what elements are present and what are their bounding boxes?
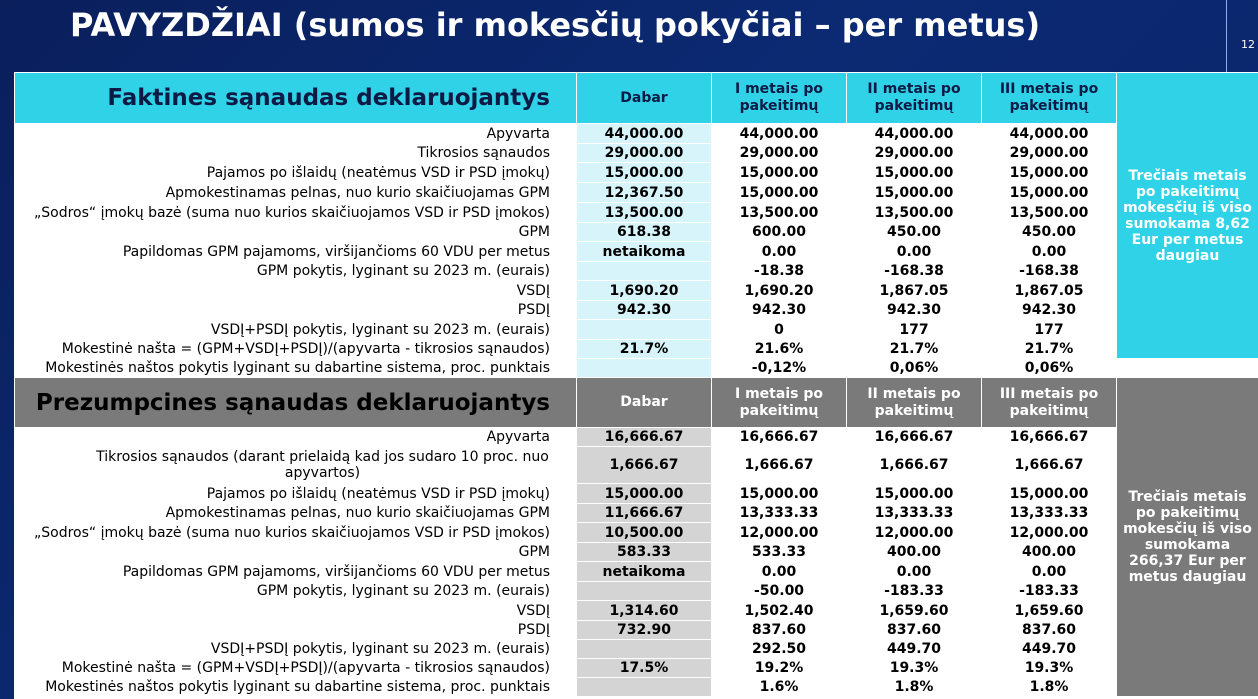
cell-year1: 29,000.00	[712, 144, 847, 163]
cell-year3: 15,000.00	[982, 163, 1117, 183]
cell-year1: 1,666.67	[712, 447, 847, 484]
table-row	[15, 163, 1258, 183]
table-row	[15, 659, 1258, 678]
cell-year1: 600.00	[712, 223, 847, 242]
cell-year2: 15,000.00	[847, 484, 982, 504]
cell-dabar	[577, 359, 712, 378]
cell-year1: 1.6%	[712, 678, 847, 697]
cell-year3: 942.30	[982, 301, 1117, 320]
table-row	[15, 504, 1258, 523]
cell-year3: 13,333.33	[982, 504, 1117, 523]
cell-dabar: 583.33	[577, 543, 712, 562]
cell-year2: 29,000.00	[847, 144, 982, 163]
table-row	[15, 320, 1258, 340]
cell-dabar: 10,500.00	[577, 523, 712, 543]
row-label: Mokestinė našta = (GPM+VSDĮ+PSDĮ)/(apyvarta - tikrosios sąnaudos)	[15, 659, 577, 678]
cell-year1: 19.2%	[712, 659, 847, 678]
cell-year2: 0,06%	[847, 359, 982, 378]
cell-year1: 0.00	[712, 562, 847, 582]
cell-year2: 1,659.60	[847, 601, 982, 621]
section2-header-row	[15, 378, 1258, 428]
row-label: Apmokestinamas pelnas, nuo kurio skaičiuojamas GPM	[15, 504, 577, 523]
cell-dabar: 12,367.50	[577, 183, 712, 203]
cell-dabar: 618.38	[577, 223, 712, 242]
cell-year1: 15,000.00	[712, 183, 847, 203]
cell-dabar: 11,666.67	[577, 504, 712, 523]
cell-year3: 177	[982, 320, 1117, 340]
cell-year3: 21.7%	[982, 340, 1117, 359]
row-label: Mokestinės naštos pokytis lyginant su dabartine sistema, proc. punktais	[15, 359, 577, 378]
table-row	[15, 183, 1258, 203]
cell-year2: 1,666.67	[847, 447, 982, 484]
cell-dabar: 1,314.60	[577, 601, 712, 621]
cell-year2: 44,000.00	[847, 124, 982, 144]
cell-year2: 21.7%	[847, 340, 982, 359]
cell-year1: 942.30	[712, 301, 847, 320]
section1-header-row	[15, 73, 1258, 124]
column-header-year2: II metais po pakeitimų	[847, 73, 982, 124]
table-row	[15, 601, 1258, 621]
cell-year1: 0.00	[712, 242, 847, 262]
row-label: Apmokestinamas pelnas, nuo kurio skaičiuojamas GPM	[15, 183, 577, 203]
section1-note: Trečiais metais po pakeitimų mokesčių iš viso sumokama 8,62 Eur per metus daugiau	[1117, 73, 1258, 359]
cell-year1: 13,333.33	[712, 504, 847, 523]
cell-dabar: 16,666.67	[577, 428, 712, 447]
column-header-year1: I metais po pakeitimų	[712, 73, 847, 124]
row-label: VSDĮ	[15, 281, 577, 301]
cell-year2: 400.00	[847, 543, 982, 562]
cell-year1: 16,666.67	[712, 428, 847, 447]
cell-dabar	[577, 678, 712, 697]
table-row	[15, 359, 1258, 378]
cell-year2: 450.00	[847, 223, 982, 242]
cell-year3: 1,867.05	[982, 281, 1117, 301]
table-row	[15, 447, 1258, 484]
cell-year1: 15,000.00	[712, 484, 847, 504]
row-label: GPM	[15, 223, 577, 242]
column-header-dabar: Dabar	[577, 378, 712, 428]
row-label: Apyvarta	[15, 428, 577, 447]
cell-year2: 13,333.33	[847, 504, 982, 523]
cell-dabar	[577, 320, 712, 340]
table-row	[15, 484, 1258, 504]
cell-year2: 837.60	[847, 621, 982, 640]
column-header-year1: I metais po pakeitimų	[712, 378, 847, 428]
cell-year3: 44,000.00	[982, 124, 1117, 144]
row-label: Tikrosios sąnaudos	[15, 144, 577, 163]
cell-year2: 13,500.00	[847, 203, 982, 223]
column-header-year3: III metais po pakeitimų	[982, 378, 1117, 428]
cell-year1: -18.38	[712, 262, 847, 281]
row-label: VSDĮ	[15, 601, 577, 621]
cell-year3: 837.60	[982, 621, 1117, 640]
cell-year3: 0,06%	[982, 359, 1117, 378]
cell-year3: 19.3%	[982, 659, 1117, 678]
table-row	[15, 678, 1258, 697]
cell-year1: 1,502.40	[712, 601, 847, 621]
table-row	[15, 621, 1258, 640]
row-label: Pajamos po išlaidų (neatėmus VSD ir PSD įmokų)	[15, 163, 577, 183]
table-row	[15, 543, 1258, 562]
tax-examples-table	[14, 72, 1258, 697]
cell-year1: 837.60	[712, 621, 847, 640]
row-label: VSDĮ+PSDĮ pokytis, lyginant su 2023 m. (eurais)	[15, 320, 577, 340]
cell-dabar: 17.5%	[577, 659, 712, 678]
row-label: GPM	[15, 543, 577, 562]
cell-year1: -0,12%	[712, 359, 847, 378]
table-row	[15, 203, 1258, 223]
table-row	[15, 340, 1258, 359]
table-row	[15, 562, 1258, 582]
section2-title: Prezumpcines sąnaudas deklaruojantys	[15, 378, 577, 428]
section2-note: Trečiais metais po pakeitimų mokesčių iš viso sumokama 266,37 Eur per metus daugiau	[1117, 378, 1258, 697]
cell-year2: 15,000.00	[847, 183, 982, 203]
cell-year1: 13,500.00	[712, 203, 847, 223]
row-label: „Sodros“ įmokų bazė (suma nuo kurios skaičiuojamos VSD ir PSD įmokos)	[15, 203, 577, 223]
cell-year3: 0.00	[982, 242, 1117, 262]
cell-year3: 0.00	[982, 562, 1117, 582]
cell-year2: 1,867.05	[847, 281, 982, 301]
cell-year3: 12,000.00	[982, 523, 1117, 543]
cell-year1: 533.33	[712, 543, 847, 562]
cell-year3: -183.33	[982, 582, 1117, 601]
table-row	[15, 124, 1258, 144]
cell-dabar: 1,666.67	[577, 447, 712, 484]
cell-year1: 44,000.00	[712, 124, 847, 144]
cell-dabar	[577, 582, 712, 601]
cell-year2: 15,000.00	[847, 163, 982, 183]
cell-dabar: 44,000.00	[577, 124, 712, 144]
row-label: Apyvarta	[15, 124, 577, 144]
cell-year1: 15,000.00	[712, 163, 847, 183]
cell-year2: -168.38	[847, 262, 982, 281]
blank-cell	[1117, 359, 1258, 378]
cell-dabar: 942.30	[577, 301, 712, 320]
cell-dabar	[577, 640, 712, 659]
cell-year1: 12,000.00	[712, 523, 847, 543]
cell-dabar: 1,690.20	[577, 281, 712, 301]
row-label: Tikrosios sąnaudos (darant prielaidą kad jos sudaro 10 proc. nuo apyvartos)	[15, 447, 577, 484]
cell-year1: 21.6%	[712, 340, 847, 359]
page-number: 12	[1241, 38, 1255, 51]
cell-dabar: 15,000.00	[577, 484, 712, 504]
cell-dabar: 21.7%	[577, 340, 712, 359]
row-label: GPM pokytis, lyginant su 2023 m. (eurais)	[15, 582, 577, 601]
divider-line	[1226, 0, 1227, 72]
table-row	[15, 281, 1258, 301]
cell-year2: 449.70	[847, 640, 982, 659]
column-header-year3: III metais po pakeitimų	[982, 73, 1117, 124]
table-row	[15, 428, 1258, 447]
cell-year2: 0.00	[847, 562, 982, 582]
column-header-dabar: Dabar	[577, 73, 712, 124]
table-row	[15, 640, 1258, 659]
table-row	[15, 242, 1258, 262]
cell-year1: 0	[712, 320, 847, 340]
cell-year3: 29,000.00	[982, 144, 1117, 163]
row-label: Papildomas GPM pajamoms, viršijančioms 60 VDU per metus	[15, 562, 577, 582]
row-label: PSDĮ	[15, 621, 577, 640]
cell-year3: 15,000.00	[982, 484, 1117, 504]
row-label: GPM pokytis, lyginant su 2023 m. (eurais)	[15, 262, 577, 281]
column-header-year2: II metais po pakeitimų	[847, 378, 982, 428]
cell-year3: 450.00	[982, 223, 1117, 242]
cell-dabar	[577, 262, 712, 281]
cell-year2: -183.33	[847, 582, 982, 601]
row-label: Mokestinė našta = (GPM+VSDĮ+PSDĮ)/(apyvarta - tikrosios sąnaudos)	[15, 340, 577, 359]
table-row	[15, 523, 1258, 543]
table-row	[15, 223, 1258, 242]
row-label: VSDĮ+PSDĮ pokytis, lyginant su 2023 m. (eurais)	[15, 640, 577, 659]
cell-dabar: 29,000.00	[577, 144, 712, 163]
table-row	[15, 582, 1258, 601]
row-label: PSDĮ	[15, 301, 577, 320]
cell-year3: 1.8%	[982, 678, 1117, 697]
cell-year1: 1,690.20	[712, 281, 847, 301]
cell-year2: 177	[847, 320, 982, 340]
slide-title: PAVYZDŽIAI (sumos ir mokesčių pokyčiai – per metus)	[70, 6, 1041, 44]
cell-year3: 1,659.60	[982, 601, 1117, 621]
cell-year2: 1.8%	[847, 678, 982, 697]
row-label: Pajamos po išlaidų (neatėmus VSD ir PSD įmokų)	[15, 484, 577, 504]
table-row	[15, 144, 1258, 163]
cell-dabar: netaikoma	[577, 242, 712, 262]
row-label: Papildomas GPM pajamoms, viršijančioms 60 VDU per metus	[15, 242, 577, 262]
cell-year3: 1,666.67	[982, 447, 1117, 484]
cell-year2: 19.3%	[847, 659, 982, 678]
cell-dabar: 13,500.00	[577, 203, 712, 223]
cell-year2: 942.30	[847, 301, 982, 320]
cell-year1: -50.00	[712, 582, 847, 601]
cell-year2: 16,666.67	[847, 428, 982, 447]
cell-year2: 12,000.00	[847, 523, 982, 543]
cell-dabar: netaikoma	[577, 562, 712, 582]
cell-year1: 292.50	[712, 640, 847, 659]
table-row	[15, 301, 1258, 320]
cell-year3: 400.00	[982, 543, 1117, 562]
section1-title: Faktines sąnaudas deklaruojantys	[15, 73, 577, 124]
table-row	[15, 262, 1258, 281]
cell-year2: 0.00	[847, 242, 982, 262]
row-label: Mokestinės naštos pokytis lyginant su dabartine sistema, proc. punktais	[15, 678, 577, 697]
cell-year3: -168.38	[982, 262, 1117, 281]
cell-dabar: 15,000.00	[577, 163, 712, 183]
cell-year3: 15,000.00	[982, 183, 1117, 203]
cell-year3: 449.70	[982, 640, 1117, 659]
cell-year3: 16,666.67	[982, 428, 1117, 447]
row-label: „Sodros“ įmokų bazė (suma nuo kurios skaičiuojamos VSD ir PSD įmokos)	[15, 523, 577, 543]
cell-dabar: 732.90	[577, 621, 712, 640]
cell-year3: 13,500.00	[982, 203, 1117, 223]
